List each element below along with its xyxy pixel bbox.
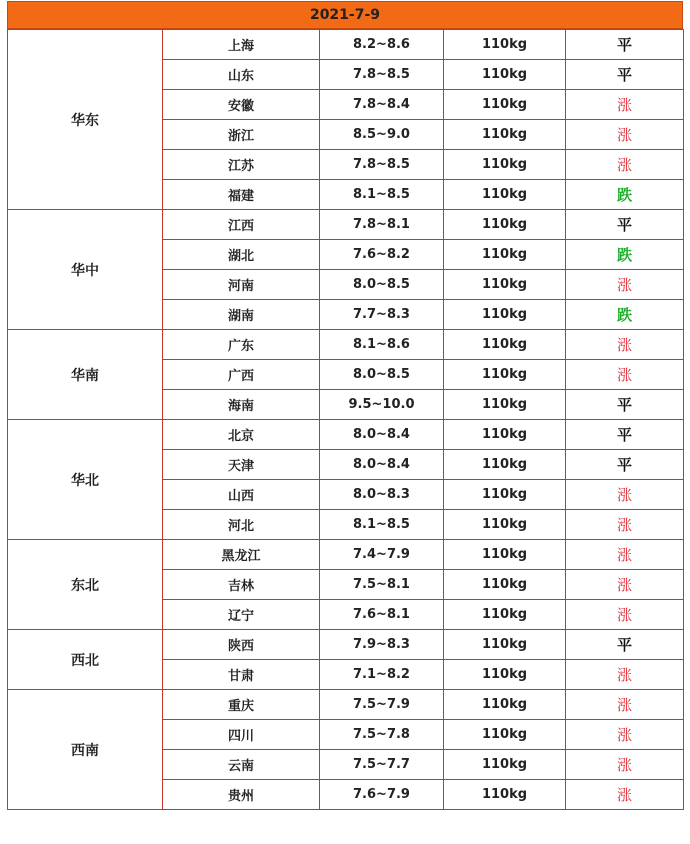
table-row [8, 330, 684, 360]
table-row [8, 210, 684, 240]
price-range-cell: 7.9~8.3 [320, 630, 444, 660]
weight-cell: 110kg [444, 210, 566, 240]
trend-cell: 涨 [566, 780, 684, 810]
trend-cell: 涨 [566, 330, 684, 360]
weight-cell: 110kg [444, 540, 566, 570]
region-cell: 西南 [8, 690, 163, 810]
province-cell: 甘肃 [163, 660, 320, 690]
weight-cell: 110kg [444, 60, 566, 90]
price-range-cell: 7.7~8.3 [320, 300, 444, 330]
price-range-cell: 7.8~8.4 [320, 90, 444, 120]
price-range-cell: 7.4~7.9 [320, 540, 444, 570]
weight-cell: 110kg [444, 420, 566, 450]
table-row [8, 420, 684, 450]
trend-cell: 平 [566, 630, 684, 660]
price-range-cell: 7.8~8.1 [320, 210, 444, 240]
weight-cell: 110kg [444, 780, 566, 810]
trend-cell: 涨 [566, 360, 684, 390]
trend-cell: 涨 [566, 600, 684, 630]
price-range-cell: 7.5~7.9 [320, 690, 444, 720]
weight-cell: 110kg [444, 600, 566, 630]
province-cell: 吉林 [163, 570, 320, 600]
price-range-cell: 8.1~8.5 [320, 510, 444, 540]
weight-cell: 110kg [444, 570, 566, 600]
table-row [8, 30, 684, 60]
price-range-cell: 9.5~10.0 [320, 390, 444, 420]
province-cell: 辽宁 [163, 600, 320, 630]
region-cell: 西北 [8, 630, 163, 690]
trend-cell: 涨 [566, 720, 684, 750]
trend-cell: 涨 [566, 90, 684, 120]
weight-cell: 110kg [444, 690, 566, 720]
province-cell: 安徽 [163, 90, 320, 120]
trend-cell: 跌 [566, 180, 684, 210]
trend-cell: 涨 [566, 120, 684, 150]
region-cell: 东北 [8, 540, 163, 630]
province-cell: 河北 [163, 510, 320, 540]
province-cell: 广西 [163, 360, 320, 390]
province-cell: 上海 [163, 30, 320, 60]
trend-cell: 涨 [566, 510, 684, 540]
trend-cell: 平 [566, 420, 684, 450]
price-range-cell: 7.5~7.8 [320, 720, 444, 750]
trend-cell: 涨 [566, 690, 684, 720]
weight-cell: 110kg [444, 720, 566, 750]
date-banner: 2021-7-9 [7, 1, 683, 29]
price-range-cell: 8.0~8.4 [320, 420, 444, 450]
price-range-cell: 7.1~8.2 [320, 660, 444, 690]
province-cell: 福建 [163, 180, 320, 210]
province-cell: 广东 [163, 330, 320, 360]
trend-cell: 涨 [566, 270, 684, 300]
weight-cell: 110kg [444, 300, 566, 330]
trend-cell: 平 [566, 210, 684, 240]
price-range-cell: 7.8~8.5 [320, 150, 444, 180]
weight-cell: 110kg [444, 120, 566, 150]
price-table [7, 29, 684, 810]
province-cell: 海南 [163, 390, 320, 420]
price-sheet [7, 1, 683, 810]
weight-cell: 110kg [444, 330, 566, 360]
province-cell: 河南 [163, 270, 320, 300]
table-row [8, 540, 684, 570]
province-cell: 江苏 [163, 150, 320, 180]
region-cell: 华中 [8, 210, 163, 330]
price-range-cell: 7.8~8.5 [320, 60, 444, 90]
weight-cell: 110kg [444, 270, 566, 300]
trend-cell: 涨 [566, 660, 684, 690]
table-row [8, 690, 684, 720]
trend-cell: 跌 [566, 300, 684, 330]
province-cell: 黑龙江 [163, 540, 320, 570]
trend-cell: 平 [566, 450, 684, 480]
weight-cell: 110kg [444, 180, 566, 210]
weight-cell: 110kg [444, 660, 566, 690]
weight-cell: 110kg [444, 30, 566, 60]
trend-cell: 涨 [566, 150, 684, 180]
province-cell: 天津 [163, 450, 320, 480]
price-table-body [8, 30, 684, 810]
price-range-cell: 7.5~7.7 [320, 750, 444, 780]
price-range-cell: 7.5~8.1 [320, 570, 444, 600]
trend-cell: 跌 [566, 240, 684, 270]
province-cell: 山西 [163, 480, 320, 510]
region-cell: 华东 [8, 30, 163, 210]
price-range-cell: 8.0~8.3 [320, 480, 444, 510]
trend-cell: 涨 [566, 570, 684, 600]
weight-cell: 110kg [444, 240, 566, 270]
price-range-cell: 8.0~8.4 [320, 450, 444, 480]
trend-cell: 涨 [566, 480, 684, 510]
price-range-cell: 8.0~8.5 [320, 360, 444, 390]
weight-cell: 110kg [444, 150, 566, 180]
province-cell: 湖南 [163, 300, 320, 330]
price-range-cell: 8.1~8.5 [320, 180, 444, 210]
weight-cell: 110kg [444, 390, 566, 420]
weight-cell: 110kg [444, 750, 566, 780]
trend-cell: 平 [566, 60, 684, 90]
province-cell: 湖北 [163, 240, 320, 270]
weight-cell: 110kg [444, 480, 566, 510]
province-cell: 四川 [163, 720, 320, 750]
trend-cell: 涨 [566, 540, 684, 570]
province-cell: 浙江 [163, 120, 320, 150]
trend-cell: 涨 [566, 750, 684, 780]
trend-cell: 平 [566, 390, 684, 420]
province-cell: 北京 [163, 420, 320, 450]
province-cell: 陕西 [163, 630, 320, 660]
weight-cell: 110kg [444, 510, 566, 540]
province-cell: 云南 [163, 750, 320, 780]
province-cell: 重庆 [163, 690, 320, 720]
price-range-cell: 8.0~8.5 [320, 270, 444, 300]
weight-cell: 110kg [444, 90, 566, 120]
price-range-cell: 7.6~8.1 [320, 600, 444, 630]
province-cell: 贵州 [163, 780, 320, 810]
price-range-cell: 7.6~7.9 [320, 780, 444, 810]
price-range-cell: 8.1~8.6 [320, 330, 444, 360]
price-range-cell: 7.6~8.2 [320, 240, 444, 270]
region-cell: 华北 [8, 420, 163, 540]
price-range-cell: 8.5~9.0 [320, 120, 444, 150]
weight-cell: 110kg [444, 360, 566, 390]
region-cell: 华南 [8, 330, 163, 420]
trend-cell: 平 [566, 30, 684, 60]
table-row [8, 630, 684, 660]
weight-cell: 110kg [444, 630, 566, 660]
price-range-cell: 8.2~8.6 [320, 30, 444, 60]
weight-cell: 110kg [444, 450, 566, 480]
province-cell: 江西 [163, 210, 320, 240]
province-cell: 山东 [163, 60, 320, 90]
